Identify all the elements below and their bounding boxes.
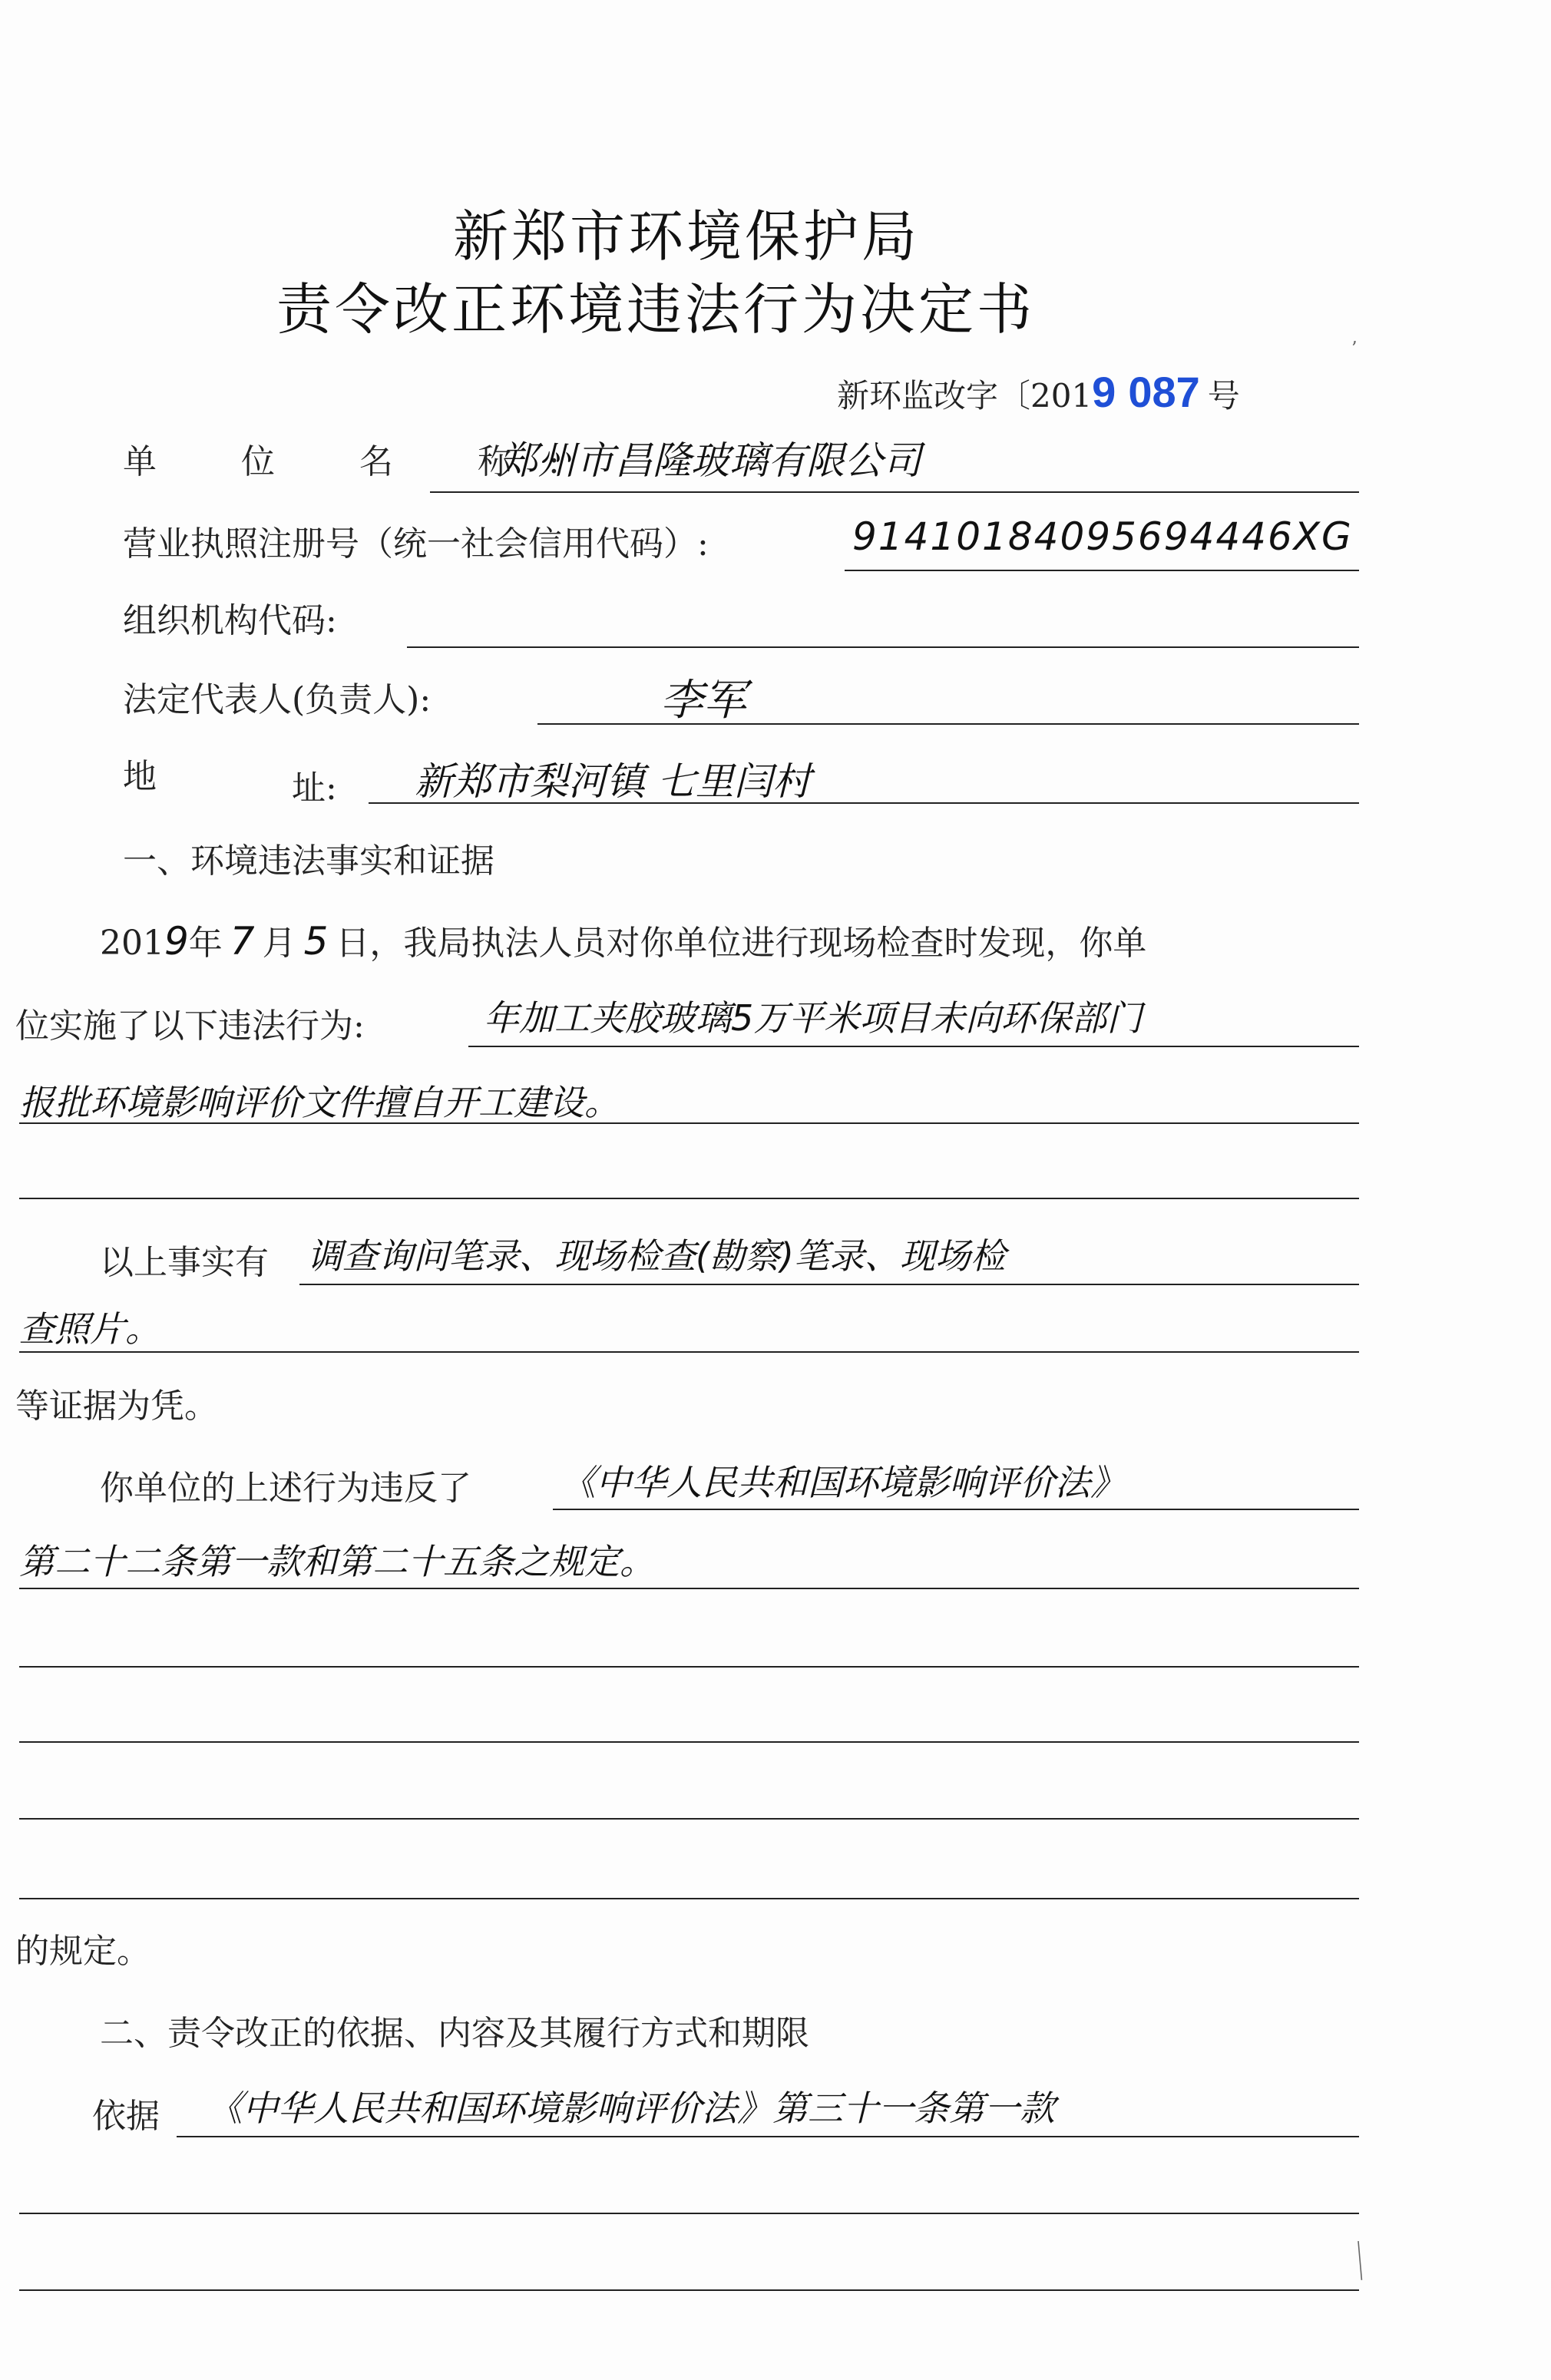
date-month-handwritten: 7 (230, 919, 255, 964)
evidence-suffix: 等证据为凭。 (15, 1387, 218, 1426)
license-value: 91410184095694446XG (852, 514, 1353, 559)
evidence-underline-1 (299, 1284, 1359, 1285)
address-label-second: 址: (292, 769, 337, 808)
document-number (837, 367, 1240, 417)
law-suffix: 的规定。 (15, 1932, 150, 1971)
legal-rep-label: 法定代表人(负责人): (123, 680, 432, 719)
date-prefix: 201 (100, 924, 164, 963)
unit-name-value: 郑州市昌隆玻璃有限公司 (499, 438, 921, 483)
date-year-label: 年 (188, 924, 223, 963)
doc-no-prefix: 新环监改字〔201 (837, 377, 1093, 415)
basis-handwritten: 《中华人民共和国环境影响评价法》第三十一条第一款 (207, 2087, 1055, 2129)
evidence-handwritten-line1: 调查询问笔录、现场检查(勘察)笔录、现场检 (307, 1235, 1006, 1277)
section1-heading: 一、环境违法事实和证据 (123, 841, 494, 881)
evidence-prefix: 以上事实有 (100, 1243, 269, 1282)
date-year-handwritten: 9 (164, 919, 189, 964)
address-label-first: 地 (123, 757, 157, 796)
basis-prefix: 依据 (92, 2097, 160, 2136)
violation-handwritten-line2: 报批环境影响评价文件擅自开工建设。 (19, 1082, 620, 1123)
basis-underline-3 (19, 2289, 1359, 2291)
address-underline (369, 802, 1359, 804)
doc-no-stamp-number: 087 (1128, 368, 1200, 416)
unit-name-label: 单 位 名 称: (123, 442, 597, 481)
org-code-label: 组织机构代码: (123, 601, 337, 640)
date-rest: 日，我局执法人员对你单位进行现场检查时发现，你单 (336, 924, 1147, 963)
legal-rep-value: 李军 (660, 676, 746, 726)
violation-underline-3 (19, 1198, 1359, 1199)
document-title-line2: 责令改正环境违法行为决定书 (276, 277, 1036, 342)
date-day-handwritten: 5 (303, 919, 329, 964)
stray-pen-dot: ’ (1351, 338, 1358, 359)
law-underline-2 (19, 1588, 1359, 1589)
basis-underline-2 (19, 2213, 1359, 2214)
evidence-handwritten-line2: 查照片。 (19, 1308, 160, 1350)
law-handwritten-line2: 第二十二条第一款和第二十五条之规定。 (19, 1541, 655, 1582)
violation-underline-2 (19, 1122, 1359, 1124)
address-value: 新郑市梨河镇 七里闫村 (415, 759, 811, 804)
stray-pen-mark: ＼ (1335, 2238, 1382, 2286)
evidence-underline-2 (19, 1351, 1359, 1353)
law-underline-6 (19, 1898, 1359, 1899)
legal-rep-underline (537, 723, 1359, 725)
doc-no-suffix: 号 (1207, 377, 1240, 415)
law-prefix: 你单位的上述行为违反了 (100, 1469, 471, 1508)
violation-handwritten-line1: 年加工夹胶玻璃5万平米项目未向环保部门 (484, 997, 1143, 1039)
doc-no-stamp-year: 9 (1092, 368, 1116, 416)
license-label: 营业执照注册号（统一社会信用代码）: (123, 524, 709, 564)
law-underline-4 (19, 1741, 1359, 1743)
org-code-underline (407, 646, 1359, 648)
document-title-line1: 新郑市环境保护局 (453, 204, 921, 269)
date-month-label: 月 (262, 924, 296, 963)
law-underline-1 (553, 1509, 1359, 1510)
violation-underline-1 (468, 1046, 1359, 1047)
law-handwritten-line1: 《中华人民共和国环境影响评价法》 (561, 1462, 1126, 1503)
unit-name-underline (430, 491, 1359, 493)
license-underline (845, 570, 1359, 571)
law-underline-3 (19, 1666, 1359, 1668)
basis-underline-1 (177, 2136, 1359, 2137)
violation-prefix: 位实施了以下违法行为: (15, 1007, 365, 1046)
section2-heading: 二、责令改正的依据、内容及其履行方式和期限 (100, 2014, 809, 2053)
law-underline-5 (19, 1818, 1359, 1820)
date-sentence (100, 915, 1146, 964)
